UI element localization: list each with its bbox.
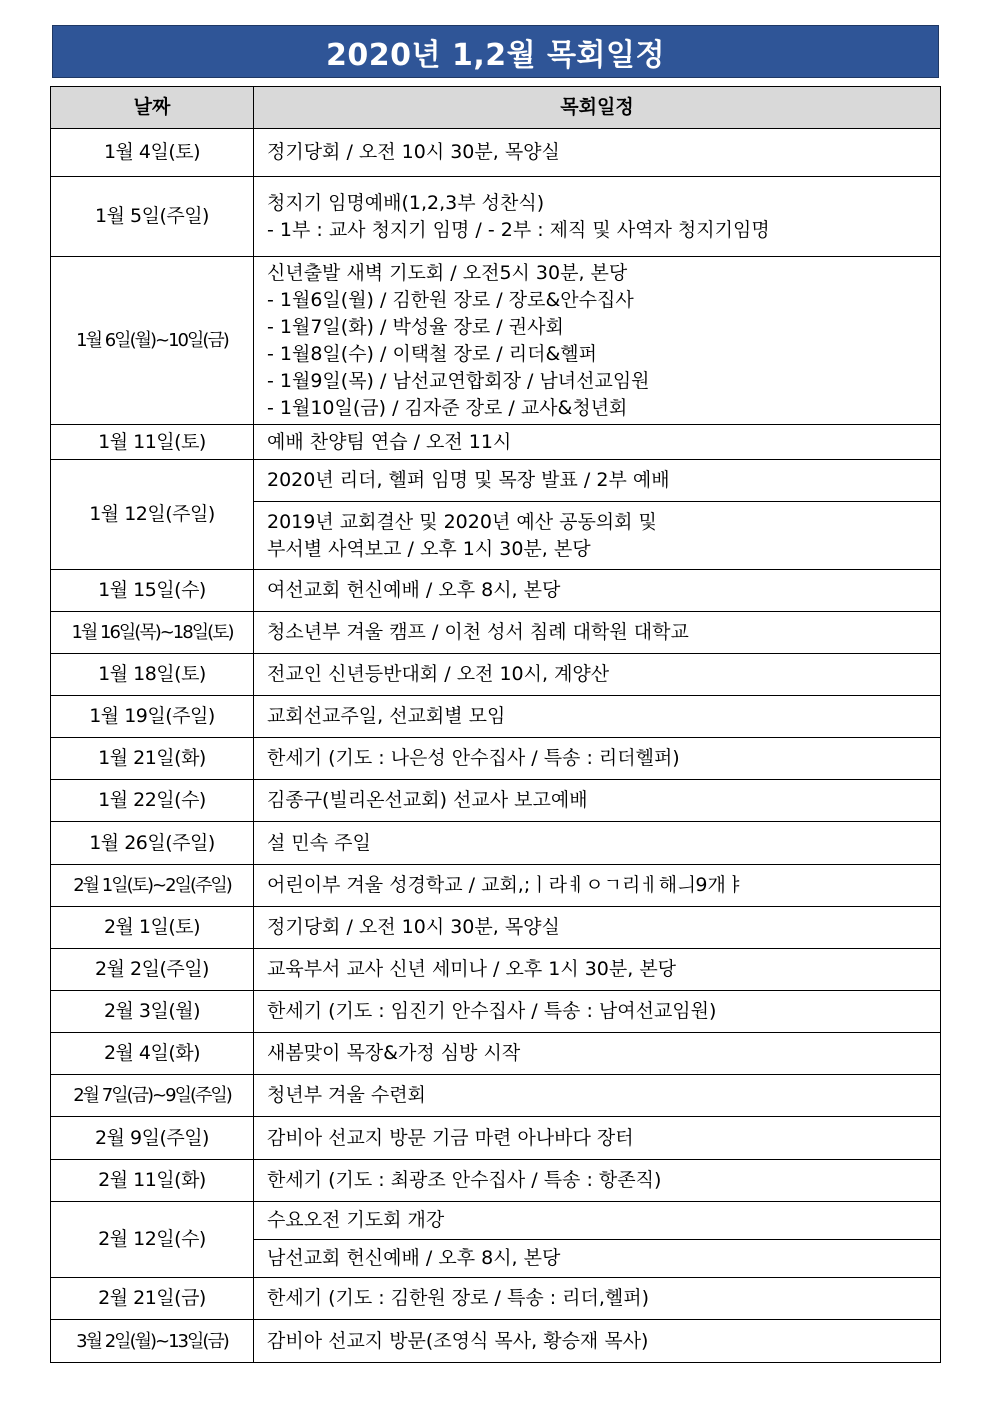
schedule-cell <box>254 1033 941 1075</box>
schedule-line: 설 민속 주일 <box>267 831 371 854</box>
schedule-line: - 1월6일(월) / 김한원 장로 / 장로&안수집사 <box>267 288 634 311</box>
date-cell: 1월 16일(목)~18일(토) <box>51 612 254 654</box>
table-row <box>51 907 941 949</box>
schedule-cell <box>254 460 941 502</box>
date-cell: 2월 3일(월) <box>51 991 254 1033</box>
schedule-line: - 1부 : 교사 청지기 임명 / - 2부 : 제직 및 사역자 청지기임명 <box>267 218 770 241</box>
schedule-line: 김종구(빌리온선교회) 선교사 보고예배 <box>267 789 588 811</box>
schedule-line: 감비아 선교지 방문 기금 마련 아나바다 장터 <box>267 1126 634 1149</box>
date-cell: 1월 5일(주일) <box>51 177 254 257</box>
table-row <box>51 1160 941 1202</box>
table-row <box>51 654 941 696</box>
table-row <box>51 1202 941 1240</box>
date-cell: 2월 12일(수) <box>51 1202 254 1278</box>
schedule-line: 2020년 리더, 헬퍼 임명 및 목장 발표 / 2부 예배 <box>267 469 670 491</box>
date-cell: 2월 2일(주일) <box>51 949 254 991</box>
schedule-line: 청소년부 겨울 캠프 / 이천 성서 침례 대학원 대학교 <box>267 621 689 643</box>
date-cell: 2월 1일(토)~2일(주일) <box>51 865 254 907</box>
schedule-line: 한세기 (기도 : 임진기 안수집사 / 특송 : 남여선교임원) <box>267 1000 717 1022</box>
date-cell: 1월 22일(수) <box>51 780 254 822</box>
schedule-table <box>50 86 941 1363</box>
schedule-line: 감비아 선교지 방문(조영식 목사, 황승재 목사) <box>267 1329 649 1352</box>
date-cell: 1월 19일(주일) <box>51 696 254 738</box>
schedule-line: - 1월7일(화) / 박성율 장로 / 권사회 <box>267 315 564 338</box>
schedule-cell <box>254 257 941 425</box>
schedule-body <box>51 129 941 1363</box>
schedule-cell <box>254 502 941 570</box>
table-row <box>51 425 941 460</box>
schedule-cell <box>254 1278 941 1320</box>
schedule-line: - 1월9일(목) / 남선교연합회장 / 남녀선교임원 <box>267 369 650 392</box>
table-row <box>51 991 941 1033</box>
table-row <box>51 780 941 822</box>
page-title: 2020년 1,2월 목회일정 <box>326 37 665 73</box>
page-title-bar <box>52 25 939 78</box>
schedule-cell <box>254 612 941 654</box>
schedule-cell <box>254 865 941 907</box>
schedule-line: 전교인 신년등반대회 / 오전 10시, 계양산 <box>267 663 610 685</box>
table-row <box>51 696 941 738</box>
table-row <box>51 570 941 612</box>
schedule-cell <box>254 425 941 460</box>
header-date: 날짜 <box>51 87 254 129</box>
schedule-cell <box>254 129 941 177</box>
date-cell: 1월 26일(주일) <box>51 822 254 865</box>
header-schedule: 목회일정 <box>254 87 941 129</box>
table-row <box>51 460 941 502</box>
schedule-cell <box>254 907 941 949</box>
date-cell: 1월 11일(토) <box>51 425 254 460</box>
date-cell: 1월 15일(수) <box>51 570 254 612</box>
schedule-cell <box>254 822 941 865</box>
table-row <box>51 1278 941 1320</box>
schedule-cell <box>254 1240 941 1278</box>
schedule-line: 부서별 사역보고 / 오후 1시 30분, 본당 <box>267 537 591 560</box>
schedule-line: 교회선교주일, 선교회별 모임 <box>267 705 506 727</box>
table-row <box>51 1117 941 1160</box>
schedule-line: 한세기 (기도 : 나은성 안수집사 / 특송 : 리더헬퍼) <box>267 747 680 769</box>
schedule-cell <box>254 738 941 780</box>
table-row <box>51 1033 941 1075</box>
table-row <box>51 257 941 425</box>
schedule-line: - 1월8일(수) / 이택철 장로 / 리더&헬퍼 <box>267 342 597 365</box>
date-cell: 1월 6일(월)~10일(금) <box>51 257 254 425</box>
schedule-cell <box>254 1075 941 1117</box>
date-cell: 2월 7일(금)~9일(주일) <box>51 1075 254 1117</box>
schedule-line: 남선교회 헌신예배 / 오후 8시, 본당 <box>267 1247 561 1269</box>
date-cell: 1월 21일(화) <box>51 738 254 780</box>
schedule-cell <box>254 1160 941 1202</box>
table-row <box>51 612 941 654</box>
date-cell: 2월 11일(화) <box>51 1160 254 1202</box>
schedule-line: 신년출발 새벽 기도회 / 오전5시 30분, 본당 <box>267 261 628 284</box>
schedule-line: 어린이부 겨울 성경학교 / 교회,;ㅣ라ㅖㅇㄱ리ㅔ해ㅢ9개ㅑ <box>267 874 745 896</box>
schedule-line: 예배 찬양팀 연습 / 오전 11시 <box>267 430 512 453</box>
date-cell: 2월 9일(주일) <box>51 1117 254 1160</box>
date-cell: 2월 21일(금) <box>51 1278 254 1320</box>
table-row <box>51 822 941 865</box>
date-cell: 1월 18일(토) <box>51 654 254 696</box>
schedule-line: 수요오전 기도회 개강 <box>267 1209 445 1231</box>
schedule-cell <box>254 991 941 1033</box>
schedule-cell <box>254 696 941 738</box>
table-row <box>51 177 941 257</box>
date-cell: 2월 4일(화) <box>51 1033 254 1075</box>
schedule-line: 여선교회 헌신예배 / 오후 8시, 본당 <box>267 579 561 601</box>
schedule-cell <box>254 1202 941 1240</box>
schedule-line: 2019년 교회결산 및 2020년 예산 공동의회 및 <box>267 510 657 533</box>
table-row <box>51 738 941 780</box>
table-row <box>51 1320 941 1363</box>
date-cell: 1월 4일(토) <box>51 129 254 177</box>
schedule-cell <box>254 780 941 822</box>
table-row <box>51 865 941 907</box>
schedule-line: 청년부 겨울 수련회 <box>267 1084 426 1106</box>
table-row <box>51 1075 941 1117</box>
schedule-line: 청지기 임명예배(1,2,3부 성찬식) <box>267 191 545 214</box>
schedule-line: 한세기 (기도 : 김한원 장로 / 특송 : 리더,헬퍼) <box>267 1287 650 1309</box>
schedule-line: - 1월10일(금) / 김자준 장로 / 교사&청년회 <box>267 396 628 419</box>
schedule-line: 정기당회 / 오전 10시 30분, 목양실 <box>267 141 560 163</box>
schedule-cell <box>254 654 941 696</box>
schedule-line: 새봄맞이 목장&가정 심방 시작 <box>267 1042 521 1064</box>
schedule-cell <box>254 1117 941 1160</box>
date-cell: 1월 12일(주일) <box>51 460 254 570</box>
table-row <box>51 129 941 177</box>
table-row <box>51 949 941 991</box>
schedule-line: 정기당회 / 오전 10시 30분, 목양실 <box>267 916 560 938</box>
schedule-cell <box>254 177 941 257</box>
schedule-line: 교육부서 교사 신년 세미나 / 오후 1시 30분, 본당 <box>267 958 677 980</box>
date-cell: 3월 2일(월)~13일(금) <box>51 1320 254 1363</box>
header-row <box>51 87 941 129</box>
schedule-line: 한세기 (기도 : 최광조 안수집사 / 특송 : 항존직) <box>267 1169 662 1191</box>
date-cell: 2월 1일(토) <box>51 907 254 949</box>
schedule-cell <box>254 570 941 612</box>
schedule-cell <box>254 1320 941 1363</box>
schedule-cell <box>254 949 941 991</box>
